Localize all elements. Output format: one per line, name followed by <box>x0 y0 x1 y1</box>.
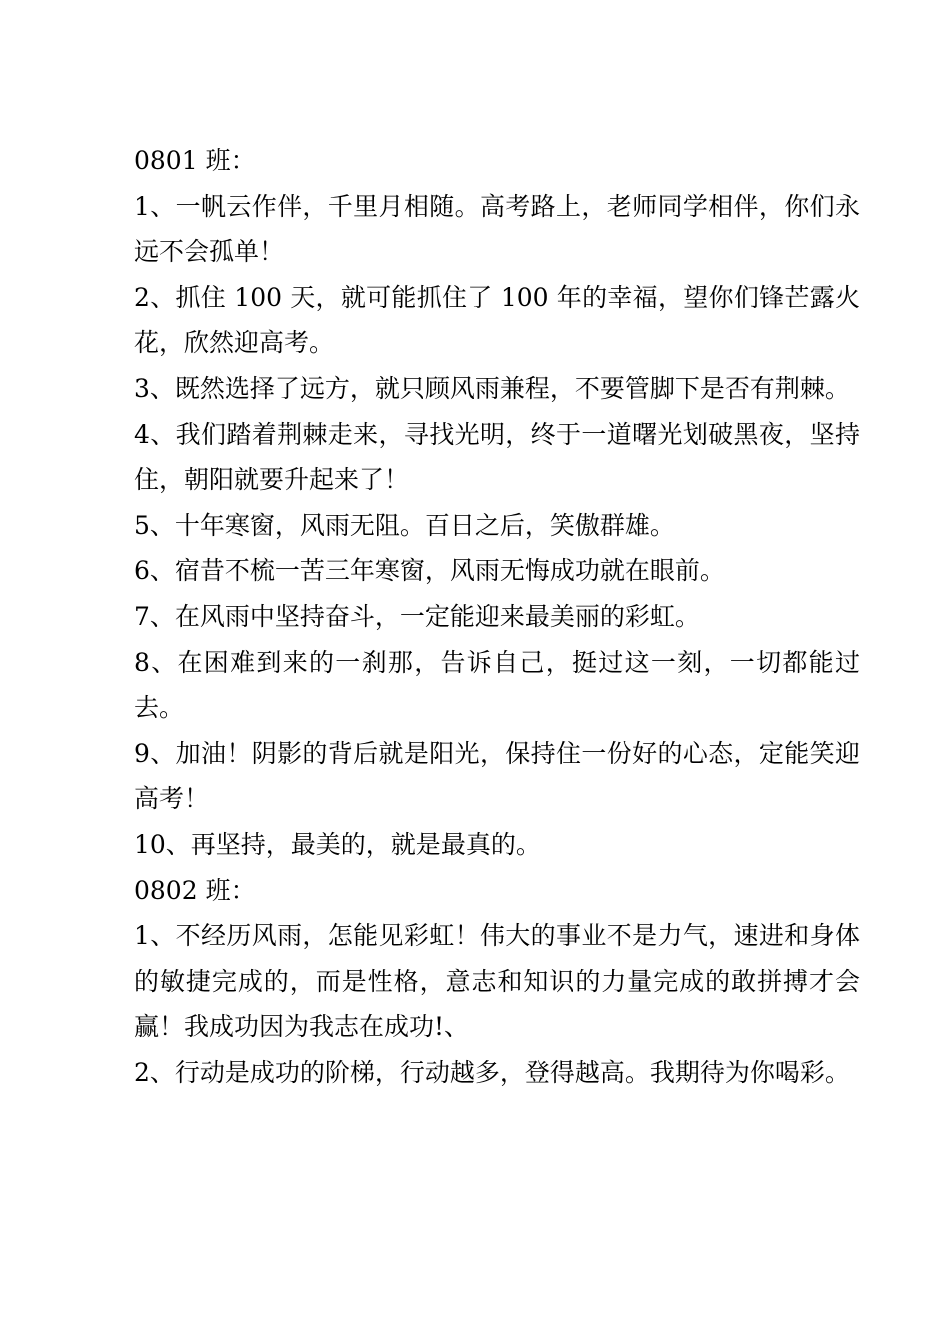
list-item: 2、行动是成功的阶梯，行动越多，登得越高。我期待为你喝彩。 <box>134 1057 850 1087</box>
list-item: 9、加油！阴影的背后就是阳光，保持住一份好的心态，定能笑迎高考！ <box>134 738 860 814</box>
list-item: 2、抓住 100 天，就可能抓住了 100 年的幸福，望你们锋芒露火花，欣然迎高考。 <box>134 282 860 358</box>
section-heading-0801: 0801 班： <box>134 146 256 175</box>
list-item: 6、宿昔不梳一苦三年寒窗，风雨无悔成功就在眼前。 <box>134 556 725 586</box>
list-item: 8、在困难到来的一刹那，告诉自己，挺过这一刻，一切都能过去。 <box>134 647 860 723</box>
list-item: 1、一帆云作伴，千里月相随。高考路上，老师同学相伴，你们永远不会孤单！ <box>134 191 860 267</box>
list-item: 7、在风雨中坚持奋斗，一定能迎来最美丽的彩虹。 <box>134 601 700 631</box>
list-item: 10、再坚持，最美的，就是最真的。 <box>134 829 541 859</box>
list-item: 5、十年寒窗，风雨无阻。百日之后，笑傲群雄。 <box>134 510 675 540</box>
section-heading-0802: 0802 班： <box>134 875 256 905</box>
list-item: 1、不经历风雨，怎能见彩虹！伟大的事业不是力气，速进和身体的敏捷完成的，而是性格，意志和知识的力量完成的敢拼搏才会赢！我成功因为我志在成功!、 <box>134 921 860 1042</box>
list-item: 3、既然选择了远方，就只顾风雨兼程，不要管脚下是否有荆棘。 <box>134 373 850 403</box>
list-item: 4、我们踏着荆棘走来，寻找光明，终于一道曙光划破黑夜，坚持住，朝阳就要升起来了！ <box>134 419 860 495</box>
document-page <box>134 138 860 1095</box>
